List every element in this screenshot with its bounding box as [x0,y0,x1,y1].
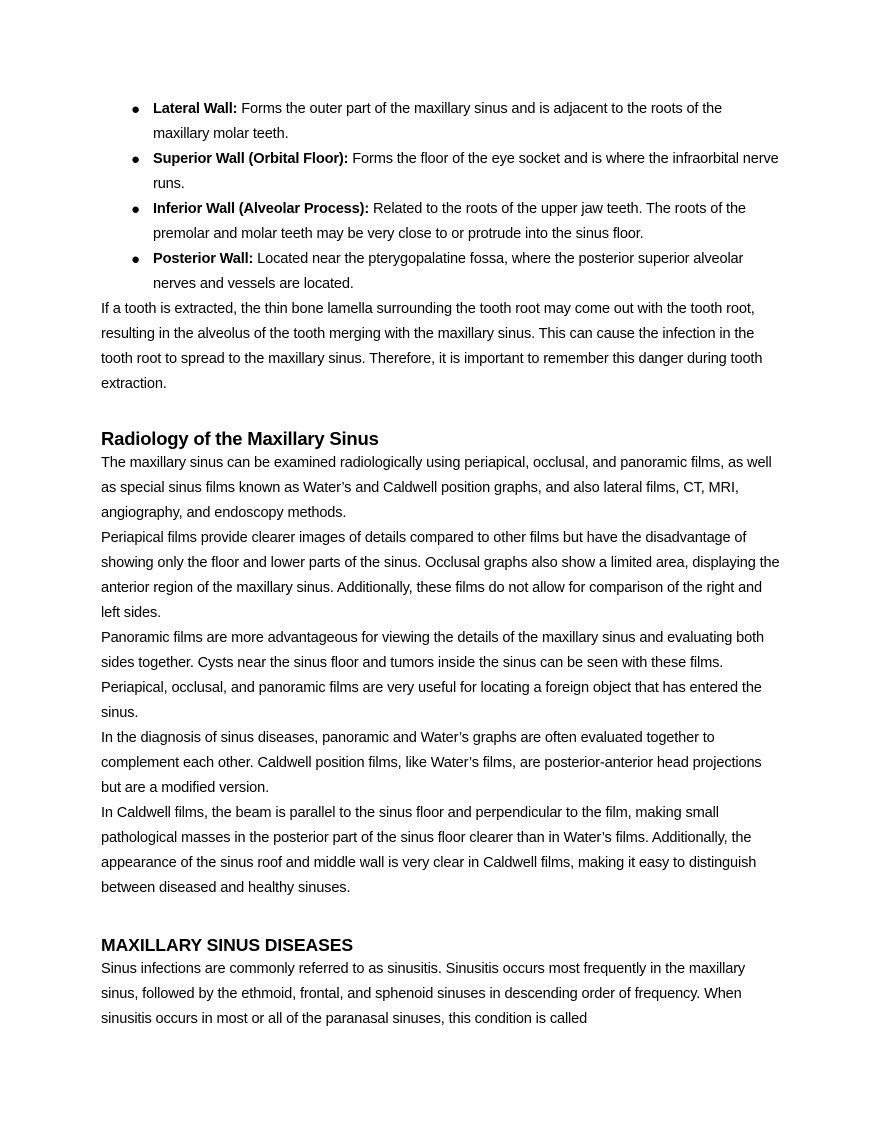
bullet-icon: ● [131,101,140,118]
maxillary-sinus-walls-list [101,97,780,297]
list-item [101,247,780,297]
bullet-icon: ● [131,151,140,168]
paragraph-periapical-films: Periapical films provide clearer images of details compared to other films but have the disadvantage of showing only the floor and lower parts of the sinus. Occlusal graphs also show a limited area, displaying the anterior region of the maxillary sinus. Additionally, these films do not allow for comparison of the right and left sides. [101,530,780,621]
list-item-term: Superior Wall (Orbital Floor): [153,151,349,167]
heading-maxillary-sinus-diseases: MAXILLARY SINUS DISEASES [101,935,354,955]
document-content [101,97,780,1032]
list-item-term: Inferior Wall (Alveolar Process): [153,201,370,217]
list-item-text: Related to the roots of the upper jaw teeth. The roots of the premolar and molar teeth may be very close to or protrude into the sinus floor. [153,201,746,242]
list-item-text: Forms the outer part of the maxillary sinus and is adjacent to the roots of the maxillary molar teeth. [153,101,723,142]
list-item [101,97,780,147]
paragraph-panoramic-films: Panoramic films are more advantageous for viewing the details of the maxillary sinus and evaluating both sides together. Cysts near the sinus floor and tumors inside the sinus can be seen with these films. Periapical, occlusal, and panoramic films are very useful for locating a foreign object that has entered the sinus. [101,630,764,721]
list-item [101,197,780,247]
list-item-term: Posterior Wall: [153,251,254,267]
paragraph-tooth-extraction: If a tooth is extracted, the thin bone lamella surrounding the tooth root may come out with the tooth root, resulting in the alveolus of the tooth merging with the maxillary sinus. This can cause the infection in the tooth root to spread to the maxillary sinus. Therefore, it is important to remember this danger during tooth extraction. [101,301,763,392]
list-item [101,147,780,197]
list-item-term: Lateral Wall: [153,101,238,117]
paragraph-radiological-examination: The maxillary sinus can be examined radiologically using periapical, occlusal, and panoramic films, as well as special sinus films known as Water’s and Caldwell position graphs, and also lateral films, CT, MRI, angiography, and endoscopy methods. [101,455,772,521]
bullet-icon: ● [131,251,140,268]
paragraph-caldwell-films: In Caldwell films, the beam is parallel to the sinus floor and perpendicular to the film, making small pathological masses in the posterior part of the sinus floor clearer than in Water’s films. Additionally, the appearance of the sinus roof and middle wall is very clear in Caldwell films, making it easy to distinguish between diseased and healthy sinuses. [101,805,757,896]
heading-radiology-of-maxillary-sinus: Radiology of the Maxillary Sinus [101,428,379,449]
bullet-icon: ● [131,201,140,218]
paragraph-sinusitis: Sinus infections are commonly referred to as sinusitis. Sinusitis occurs most frequently in the maxillary sinus, followed by the ethmoid, frontal, and sphenoid sinuses in descending order of frequency. When sinusitis occurs in most or all of the paranasal sinuses, this condition is called [101,961,746,1027]
paragraph-sinus-diagnosis: In the diagnosis of sinus diseases, panoramic and Water’s graphs are often evaluated together to complement each other. Caldwell position films, like Water’s films, are posterior-anterior head projections but are a modified version. [101,730,762,796]
list-item-text: Forms the floor of the eye socket and is where the infraorbital nerve runs. [153,151,779,192]
list-item-text: Located near the pterygopalatine fossa, where the posterior superior alveolar nerves and vessels are located. [153,251,744,292]
